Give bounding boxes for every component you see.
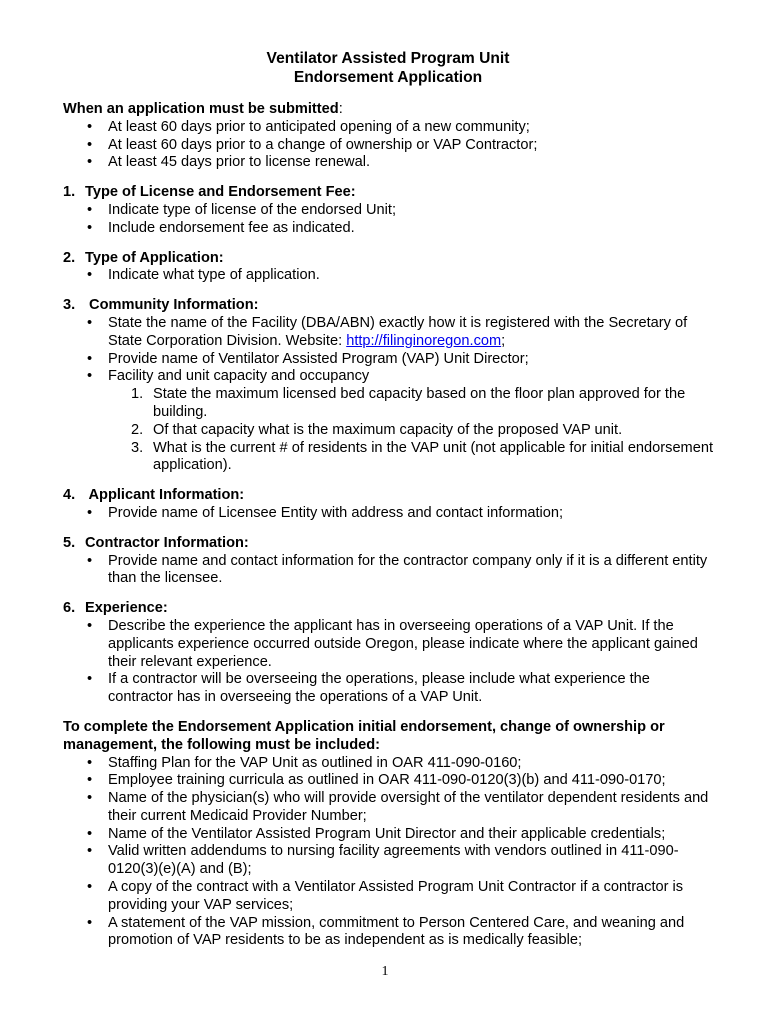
document-page bbox=[63, 49, 713, 950]
list-item: • A copy of the contract with a Ventilator Assisted Program Unit Contractor if a contractor is providing your VAP services; bbox=[63, 879, 713, 915]
intro-heading bbox=[63, 101, 713, 119]
sublist-text: State the maximum licensed bed capacity based on the floor plan approved for the building. bbox=[153, 386, 686, 420]
section-number: 5. bbox=[63, 534, 76, 551]
sublist-text: What is the current # of residents in the VAP unit (not applicable for initial endorsement application). bbox=[153, 439, 713, 474]
list-item: • At least 60 days prior to a change of ownership or VAP Contractor; bbox=[63, 137, 713, 155]
section-list bbox=[63, 202, 713, 238]
sublist-number: 1. bbox=[131, 386, 144, 403]
list-item: • A statement of the VAP mission, commitment to Person Centered Care, and weaning and promotion of VAP residents to be as independent as is medically feasible; bbox=[63, 915, 713, 951]
intro-heading-text: When an application must be submitted bbox=[63, 101, 339, 117]
list-item: • At least 60 days prior to anticipated opening of a new community; bbox=[63, 119, 713, 137]
sublist-item bbox=[63, 422, 713, 440]
section-title: Community Information: bbox=[85, 297, 259, 314]
section-title: Contractor Information: bbox=[85, 534, 249, 551]
section-heading bbox=[63, 184, 713, 202]
section-number: 6. bbox=[63, 600, 76, 617]
document-title-line1: Ventilator Assisted Program Unit bbox=[266, 50, 510, 67]
section-6 bbox=[63, 600, 713, 707]
section-heading bbox=[63, 600, 713, 618]
list-item bbox=[63, 315, 713, 351]
list-item: • Staffing Plan for the VAP Unit as outlined in OAR 411-090-0160; bbox=[63, 755, 713, 773]
section-list bbox=[63, 505, 713, 523]
list-item: • Indicate type of license of the endorsed Unit; bbox=[63, 202, 713, 220]
section-heading bbox=[63, 250, 713, 268]
list-item: • Provide name of Ventilator Assisted Program (VAP) Unit Director; bbox=[63, 351, 713, 369]
page-number: 1 bbox=[381, 964, 389, 979]
sublist-item bbox=[63, 440, 713, 476]
section-number: 2. bbox=[63, 249, 76, 266]
section-heading bbox=[63, 535, 713, 553]
list-item-text: State the name of the Facility (DBA/ABN) exactly how it is registered with the Secretary of State Corporation Division. Website: bbox=[108, 314, 688, 349]
intro-heading-suffix: : bbox=[338, 101, 343, 117]
list-item: • Provide name of Licensee Entity with address and contact information; bbox=[63, 505, 713, 523]
section-3 bbox=[63, 297, 713, 475]
filinginoregon-link[interactable]: http://filinginoregon.com bbox=[346, 332, 502, 349]
sublist-item bbox=[63, 386, 713, 422]
list-item: • At least 45 days prior to license renewal. bbox=[63, 154, 713, 172]
list-item: • Name of the physician(s) who will provide oversight of the ventilator dependent residents and their current Medicaid Provider Number; bbox=[63, 790, 713, 826]
list-item: • Describe the experience the applicant has in overseeing operations of a VAP Unit. If the applicants experience occurred outside Oregon, please indicate where the applicant gained their relevant experience. bbox=[63, 618, 713, 671]
list-item: • If a contractor will be overseeing the operations, please include what experience the contractor has in overseeing the operations of a VAP Unit. bbox=[63, 671, 713, 707]
list-item: • Facility and unit capacity and occupancy bbox=[63, 368, 713, 386]
document-title-line2: Endorsement Application bbox=[293, 69, 483, 86]
section-title: Experience: bbox=[85, 600, 168, 617]
section-title: Type of License and Endorsement Fee: bbox=[85, 184, 356, 201]
section-number: 3. bbox=[63, 297, 76, 314]
section-number: 4. bbox=[63, 487, 76, 504]
sublist-number: 2. bbox=[131, 421, 144, 438]
list-item: • Include endorsement fee as indicated. bbox=[63, 220, 713, 238]
section-list bbox=[63, 553, 713, 589]
list-item: • Provide name and contact information for the contractor company only if it is a different entity than the licensee. bbox=[63, 553, 713, 589]
requirements-list bbox=[63, 755, 713, 951]
list-item: • Indicate what type of application. bbox=[63, 267, 713, 285]
sublist-number: 3. bbox=[131, 439, 144, 456]
section-4 bbox=[63, 487, 713, 523]
list-item-punct: ; bbox=[501, 332, 506, 349]
section-2 bbox=[63, 250, 713, 286]
capacity-sublist bbox=[63, 386, 713, 475]
section-heading bbox=[63, 487, 713, 505]
section-title: Type of Application: bbox=[85, 249, 224, 266]
list-item: • Employee training curricula as outlined in OAR 411-090-0120(3)(b) and 411-090-0170; bbox=[63, 772, 713, 790]
section-1 bbox=[63, 184, 713, 237]
section-number: 1. bbox=[63, 184, 76, 201]
section-list bbox=[63, 315, 713, 386]
list-item: • Name of the Ventilator Assisted Program Unit Director and their applicable credentials; bbox=[63, 826, 713, 844]
section-title: Applicant Information: bbox=[85, 487, 245, 504]
list-item: • Valid written addendums to nursing facility agreements with vendors outlined in 411-090-0120(3)(e)(A) and (B); bbox=[63, 843, 713, 879]
sublist-text: Of that capacity what is the maximum capacity of the proposed VAP unit. bbox=[153, 421, 623, 438]
section-list bbox=[63, 267, 713, 285]
section-list bbox=[63, 618, 713, 707]
section-5 bbox=[63, 535, 713, 588]
section-heading bbox=[63, 297, 713, 315]
requirements-heading: To complete the Endorsement Application initial endorsement, change of ownership or management, the following must be included: bbox=[63, 718, 665, 753]
intro-list bbox=[63, 119, 713, 172]
